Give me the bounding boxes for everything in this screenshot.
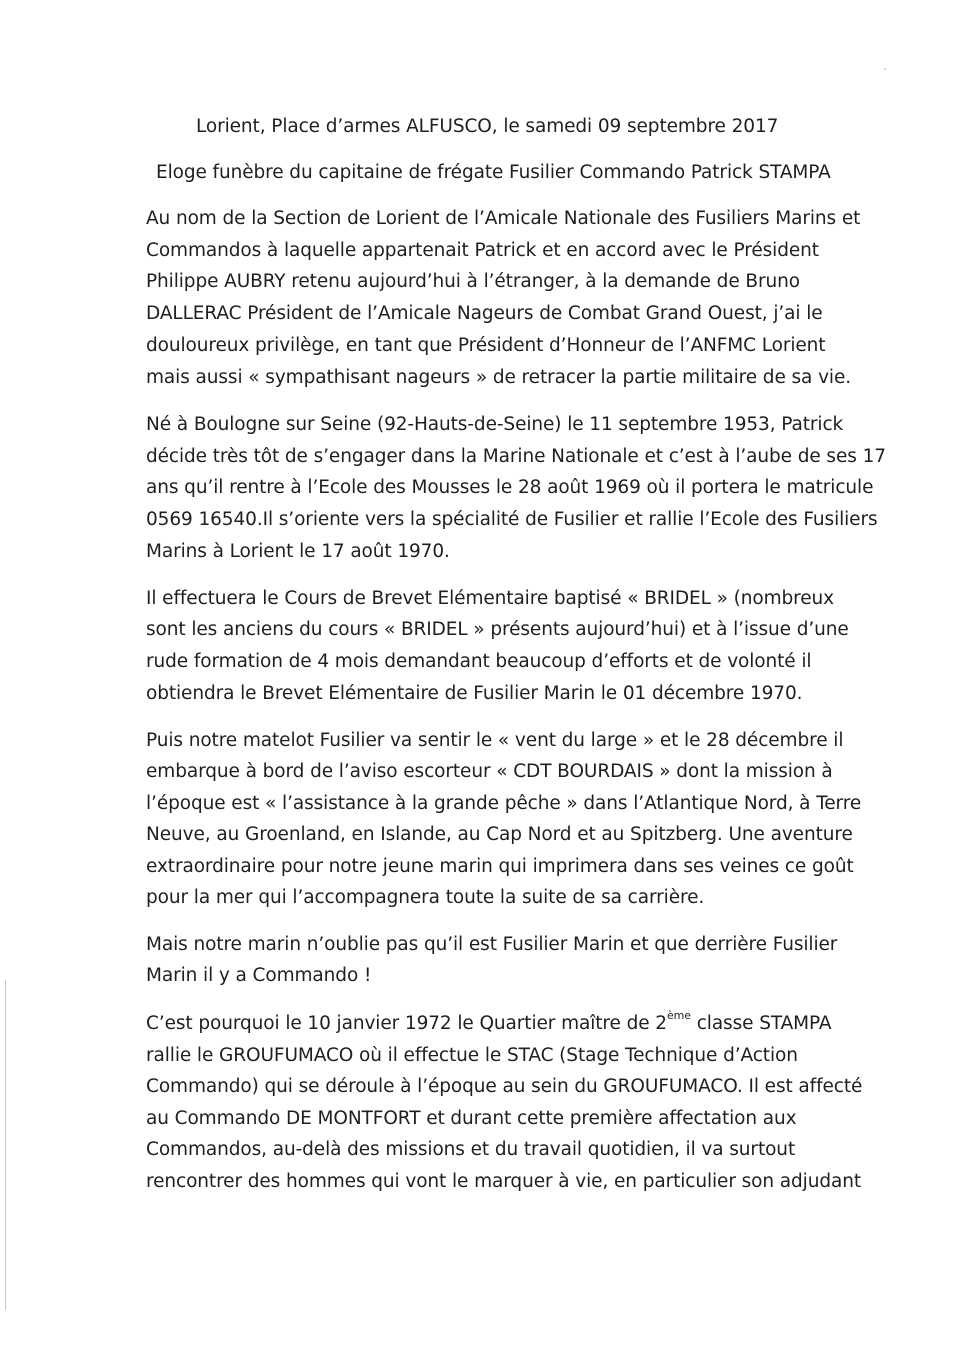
paragraph-1-line-2: Commandos à laquelle appartenait Patrick et en accord avec le Président bbox=[146, 240, 819, 261]
paragraph-4-line-6: pour la mer qui l’accompagnera toute la suite de sa carrière. bbox=[146, 887, 705, 908]
paragraph-6-line-1-after: classe STAMPA bbox=[690, 1013, 832, 1034]
paragraph-2-line-5: Marins à Lorient le 17 août 1970. bbox=[146, 541, 450, 562]
paragraph-1-line-1: Au nom de la Section de Lorient de l’Amicale Nationale des Fusiliers Marins et bbox=[146, 208, 861, 229]
scan-speck bbox=[884, 68, 886, 70]
paragraph-1-line-3: Philippe AUBRY retenu aujourd’hui à l’étranger, à la demande de Bruno bbox=[146, 271, 800, 292]
paragraph-3-line-4: obtiendra le Brevet Elémentaire de Fusilier Marin le 01 décembre 1970. bbox=[146, 683, 803, 704]
paragraph-2-line-3: ans qu’il rentre à l’Ecole des Mousses le 28 août 1969 où il portera le matricule bbox=[146, 477, 874, 498]
document-title: Eloge funèbre du capitaine de frégate Fusilier Commando Patrick STAMPA bbox=[156, 162, 831, 183]
paragraph-3-line-3: rude formation de 4 mois demandant beaucoup d’efforts et de volonté il bbox=[146, 651, 812, 672]
paragraph-4-line-1: Puis notre matelot Fusilier va sentir le « vent du large » et le 28 décembre il bbox=[146, 730, 844, 751]
paragraph-5-line-2: Marin il y a Commando ! bbox=[146, 965, 372, 986]
paragraph-6-line-5: Commandos, au-delà des missions et du travail quotidien, il va surtout bbox=[146, 1139, 796, 1160]
paragraph-5-line-1: Mais notre marin n’oublie pas qu’il est Fusilier Marin et que derrière Fusilier bbox=[146, 934, 838, 955]
paragraph-6-line-2: rallie le GROUFUMACO où il effectue le STAC (Stage Technique d’Action bbox=[146, 1045, 798, 1066]
place-date-line: Lorient, Place d’armes ALFUSCO, le samedi 09 septembre 2017 bbox=[196, 116, 779, 137]
paragraph-6-line-6: rencontrer des hommes qui vont le marquer à vie, en particulier son adjudant bbox=[146, 1171, 861, 1192]
ordinal-superscript: ème bbox=[666, 1008, 691, 1022]
paragraph-2-line-4: 0569 16540.Il s’oriente vers la spécialité de Fusilier et rallie l’Ecole des Fusiliers bbox=[146, 509, 878, 530]
paragraph-3-line-1: Il effectuera le Cours de Brevet Elémentaire baptisé « BRIDEL » (nombreux bbox=[146, 588, 835, 609]
paragraph-6-line-1 bbox=[146, 1008, 831, 1039]
paragraph-1-line-5: douloureux privilège, en tant que Président d’Honneur de l’ANFMC Lorient bbox=[146, 335, 826, 356]
paragraph-4-line-5: extraordinaire pour notre jeune marin qui imprimera dans ses veines ce goût bbox=[146, 856, 854, 877]
paragraph-4-line-2: embarque à bord de l’aviso escorteur « CDT BOURDAIS » dont la mission à bbox=[146, 761, 833, 782]
paragraph-2-line-2: décide très tôt de s’engager dans la Marine Nationale et c’est à l’aube de ses 17 bbox=[146, 446, 886, 467]
paragraph-3-line-2: sont les anciens du cours « BRIDEL » présents aujourd’hui) et à l’issue d’une bbox=[146, 619, 849, 640]
scan-edge-line bbox=[5, 980, 6, 1310]
paragraph-6-line-1-before: C’est pourquoi le 10 janvier 1972 le Quartier maître de 2 bbox=[146, 1013, 667, 1034]
paragraph-6-line-3: Commando) qui se déroule à l’époque au sein du GROUFUMACO. Il est affecté bbox=[146, 1076, 863, 1097]
paragraph-1-line-4: DALLERAC Président de l’Amicale Nageurs de Combat Grand Ouest, j’ai le bbox=[146, 303, 823, 324]
paragraph-6-line-4: au Commando DE MONTFORT et durant cette première affectation aux bbox=[146, 1108, 797, 1129]
paragraph-4-line-3: l’époque est « l’assistance à la grande pêche » dans l’Atlantique Nord, à Terre bbox=[146, 793, 862, 814]
paragraph-4-line-4: Neuve, au Groenland, en Islande, au Cap Nord et au Spitzberg. Une aventure bbox=[146, 824, 853, 845]
paragraph-2-line-1: Né à Boulogne sur Seine (92-Hauts-de-Seine) le 11 septembre 1953, Patrick bbox=[146, 414, 844, 435]
paragraph-1-line-6: mais aussi « sympathisant nageurs » de retracer la partie militaire de sa vie. bbox=[146, 367, 852, 388]
